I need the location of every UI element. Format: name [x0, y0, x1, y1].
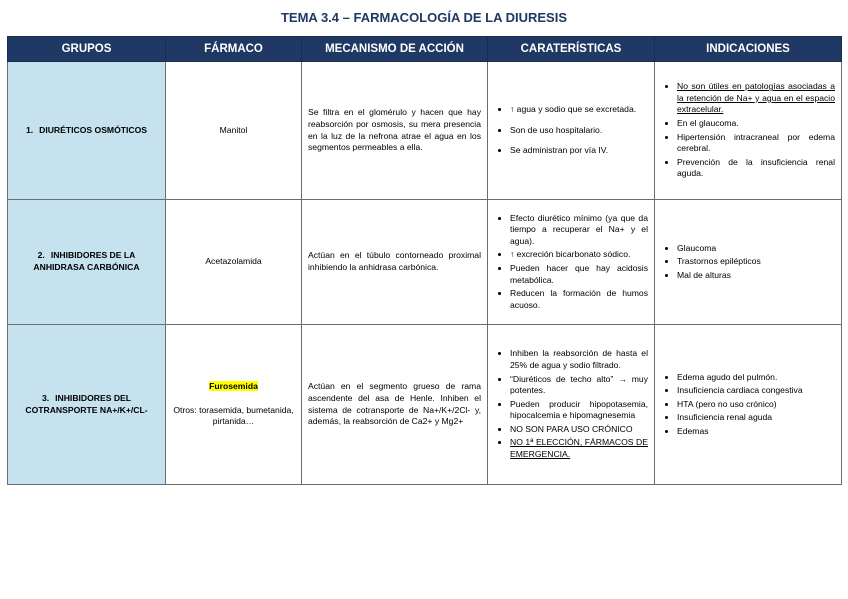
mechanism-text-b: Inhiben el sistema de cotransporte de Na+/K+/2Cl- y, además, la reabsorción de Ca2+ y Mg2+ — [308, 392, 481, 427]
group-name: INHIBIDORES DEL COTRANSPORTE NA+/K+/CL- — [25, 392, 148, 415]
features-list — [494, 347, 648, 461]
drug-cell — [166, 200, 302, 325]
list-item: • Edema agudo del pulmón. — [677, 371, 835, 385]
list-item: • Efecto diurético mínimo (ya que da tiempo a recuperar el Na+ y el agua). — [510, 212, 648, 249]
features-list — [494, 103, 648, 158]
group-cell — [8, 325, 166, 485]
list-item: • Inhiben la reabsorción de hasta el 25% de agua y sodio filtrado. — [510, 347, 648, 372]
drug-others: Otros: torasemida, bumetanida, pirtanida… — [173, 404, 294, 427]
list-item: • “Diuréticos de techo alto” → muy potentes. — [510, 373, 648, 398]
document-title: TEMA 3.4 – FARMACOLOGÍA DE LA DIURESIS — [280, 10, 568, 25]
drug-cell — [166, 62, 302, 200]
list-item: • Edemas — [677, 425, 835, 439]
drug-name-highlighted: Furosemida — [209, 381, 258, 392]
indications-list — [661, 371, 835, 439]
list-item: • Mal de alturas — [677, 269, 835, 283]
drug-name: Manitol — [219, 124, 248, 135]
features-cell — [488, 62, 655, 200]
list-item: • Se administran por vía IV. — [510, 144, 648, 158]
indications-list — [661, 80, 835, 181]
header-indicaciones: INDICACIONES — [655, 37, 842, 62]
list-item: • NO 1ª ELECCIÓN, FÁRMACOS DE EMERGENCIA. — [510, 436, 648, 461]
table-row — [8, 325, 842, 485]
drug-name: Acetazolamida — [205, 256, 262, 267]
features-cell — [488, 325, 655, 485]
list-item: • Hipertensión intracraneal por edema cerebral. — [677, 131, 835, 156]
group-number: 1. — [25, 124, 34, 135]
indications-cell — [655, 62, 842, 200]
list-item: • Insuficiencia renal aguda — [677, 411, 835, 425]
indications-cell — [655, 200, 842, 325]
group-number: 3. — [41, 392, 50, 403]
list-item: • ↑ agua y sodio que se excretada. — [510, 103, 648, 117]
header-caracteristicas: CARATERÍSTICAS — [488, 37, 655, 62]
group-number: 2. — [37, 250, 45, 261]
header-farmaco: FÁRMACO — [166, 37, 302, 62]
table-row — [8, 62, 842, 200]
list-item: • HTA (pero no uso crónico) — [677, 398, 835, 412]
pharmacology-table — [7, 36, 842, 485]
list-item: • Prevención de la insuficiencia renal aguda. — [677, 156, 835, 181]
table-row — [8, 200, 842, 325]
list-item: • Insuficiencia cardiaca congestiva — [677, 384, 835, 398]
group-name: INHIBIDORES DE LA ANHIDRASA CARBÓNICA — [33, 250, 140, 272]
indications-list — [661, 242, 835, 283]
list-item: • No son útiles en patologías asociadas a la retención de Na+ y agua en el espacio extracelular. — [677, 80, 835, 117]
group-cell — [8, 62, 166, 200]
header-grupos: GRUPOS — [8, 37, 166, 62]
list-item: • Son de uso hospitalario. — [510, 124, 648, 138]
mechanism-cell — [302, 325, 488, 485]
list-item: • En el glaucoma. — [677, 117, 835, 131]
header-row — [8, 37, 842, 62]
list-item: • Pueden producir hipopotasemia, hipocalcemia e hipomagnesemia — [510, 398, 648, 423]
drug-cell — [166, 325, 302, 485]
list-item: • NO SON PARA USO CRÓNICO — [510, 423, 648, 437]
list-item: • Glaucoma — [677, 242, 835, 256]
mechanism-text-a: Actúan en el segmento grueso de rama ascendente del asa de Henle. — [308, 381, 481, 403]
list-item: • Trastornos epilépticos — [677, 255, 835, 269]
features-list — [494, 212, 648, 313]
list-item: • Reducen la formación de humos acuoso. — [510, 287, 648, 312]
group-cell — [8, 200, 166, 325]
mechanism-cell: Actúan en el túbulo contorneado proximal inhibiendo la anhidrasa carbónica. — [302, 200, 488, 325]
mechanism-cell: Se filtra en el glomérulo y hacen que hay reabsorción por osmosis, su mera presencia en la luz de la nefrona atrae el agua en los segmentos permeables a ella. — [302, 62, 488, 200]
group-name: DIURÉTICOS OSMÓTICOS — [39, 124, 148, 135]
features-cell — [488, 200, 655, 325]
list-item: • ↑ excreción bicarbonato sódico. — [510, 248, 648, 262]
indications-cell — [655, 325, 842, 485]
list-item: • Pueden hacer que hay acidosis metabólica. — [510, 262, 648, 287]
header-mecanismo: MECANISMO DE ACCIÓN — [302, 37, 488, 62]
